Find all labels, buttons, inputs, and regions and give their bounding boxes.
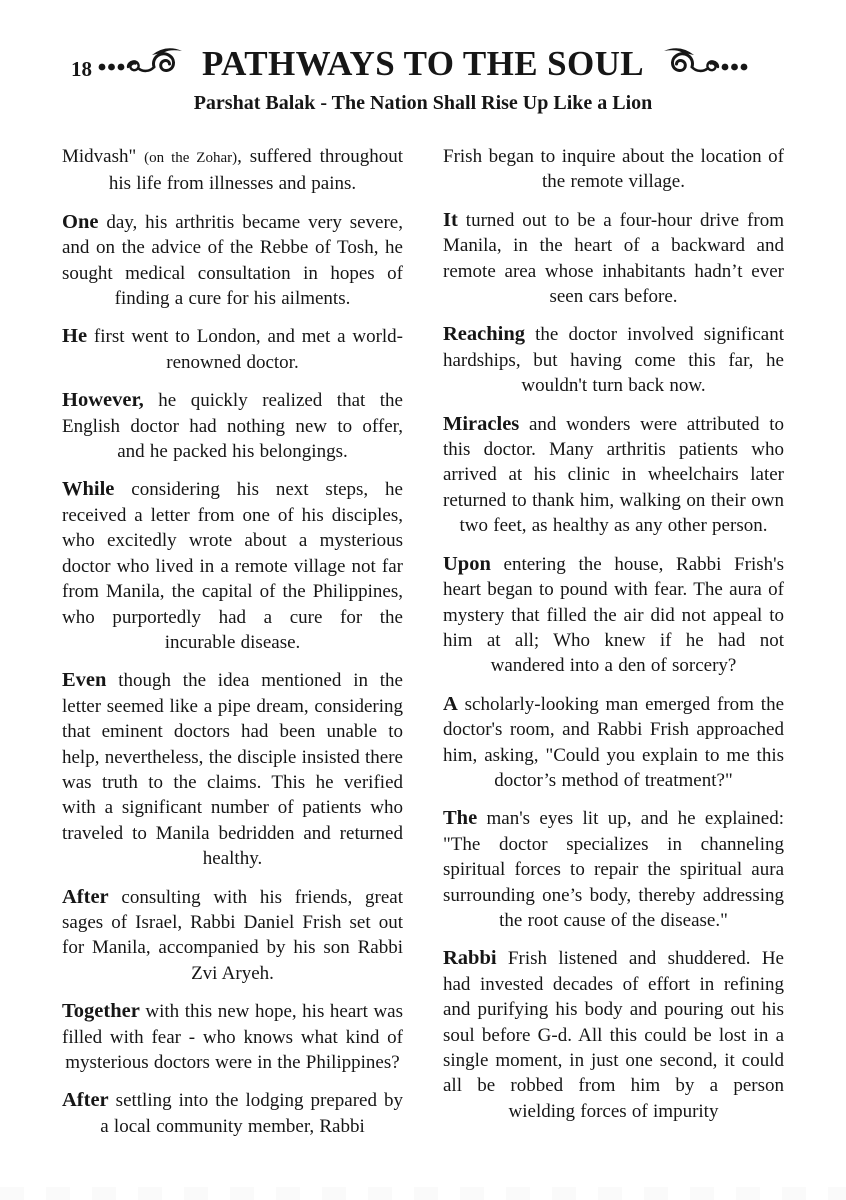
page-number: 18 [71,57,92,81]
flourish-right-icon [650,42,750,85]
page-title: PATHWAYS TO THE SOUL [201,43,645,83]
text-segment: While [62,478,115,501]
paragraph [62,324,403,375]
title-row [0,42,846,85]
paragraph [443,692,784,794]
text-segment: Frish began to inquire about the location of the remote village. [443,146,784,193]
text-segment: , suffered throughout his life from illnesses and pains. [108,146,403,195]
text-segment: Reaching [443,323,525,346]
scan-noise-strip [0,1187,846,1200]
text-segment: After [62,885,109,908]
text-segment: turned out to be a four-hour drive from Manila, in the heart of a backward and remote area whose inhabitants hadn’t ever seen cars before. [443,209,784,308]
text-segment: scholarly-looking man emerged from the doctor's room, and Rabbi Frish approached him, asking, "Could you explain to me this doctor’s method of treatment?" [443,693,784,791]
left-column [62,144,403,1152]
text-segment: Frish listened and shuddered. He had invested decades of effort in refining and purifying his body and pouring out his soul before G-d. All this could be lost in a single moment, in just one second, it could all be robbed from him by a person wielding forces of impurity [443,948,784,1122]
flourish-left-icon [96,42,196,85]
text-segment: first went to London, and met a world-renowned doctor. [87,326,403,373]
text-segment: However, [62,389,144,412]
paragraph [443,144,784,195]
right-column [443,144,784,1152]
text-segment: day, his arthritis became very severe, and on the advice of the Rebbe of Tosh, he sought medical consultation in hopes of finding a cure for his ailments. [62,211,403,310]
text-segment: The [443,807,478,830]
text-segment: consulting with his friends, great sages of Israel, Rabbi Daniel Frish set out for Manila, accompanied by his son Rabbi Zvi Aryeh. [62,886,403,984]
text-segment: A [443,692,458,715]
paragraph [62,388,403,464]
paragraph [62,885,403,987]
paragraph [62,210,403,312]
text-segment: and wonders were attributed to this doctor. Many arthritis patients who arrived at his clinic in wheelchairs later returned to thank him, walking on their own two feet, as healthy as any other person. [443,413,784,537]
paragraph [62,1088,403,1139]
text-segment: though the idea mentioned in the letter seemed like a pipe dream, considering that eminent doctors had been unable to help, nevertheless, the disciple insisted there was truth to the claims. This he verified with a significant number of patients who traveled to Manila bedridden and returned healthy. [62,670,403,870]
paragraph [62,144,403,197]
text-segment: considering his next steps, he received a letter from one of his disciples, who excitedly wrote about a mysterious doctor who lived in a remote village not far from Manila, the capital of the Philippines, who purportedly had a cure for the incurable disease. [62,479,403,653]
text-segment: he quickly realized that the English doctor had nothing new to offer, and he packed his belongings. [62,390,403,463]
text-segment: He [62,325,88,348]
text-segment: man's eyes lit up, and he explained: "The doctor specializes in channeling spiritual forces to repair the spiritual aura surrounding one’s body, thereby addressing the root cause of the disease." [443,808,784,931]
paragraph [443,412,784,539]
text-segment: Upon [443,552,491,575]
text-segment: Miracles [443,412,520,435]
text-segment: entering the house, Rabbi Frish's heart began to pound with fear. The aura of mystery that filled the air did not appeal to him at all; Who knew if he had not wandered into a den of sorcery? [443,553,784,677]
paragraph [62,668,403,871]
text-segment: with this new hope, his heart was filled with fear - who knows what kind of mysterious doctors were in the Philippines? [62,1001,403,1073]
text-segment: Even [62,669,107,692]
text-segment: the doctor involved significant hardships, but having come this far, he wouldn't turn back now. [443,324,784,397]
paragraph [443,208,784,310]
text-columns [0,144,846,1152]
text-segment: It [443,208,458,231]
text-segment: After [62,1089,109,1112]
paragraph [443,806,784,933]
paragraph [443,322,784,398]
text-segment: Midvash" [62,146,145,167]
page-subtitle: Parshat Balak - The Nation Shall Rise Up Like a Lion [193,92,653,114]
paragraph [62,477,403,655]
text-segment: Together [62,1000,140,1023]
text-segment: Rabbi [443,947,497,970]
paragraph [62,999,403,1075]
paragraph [443,946,784,1124]
page-header [0,0,846,115]
text-segment: One [62,210,99,233]
paragraph [443,552,784,679]
text-segment: settling into the lodging prepared by a local community member, Rabbi [100,1090,403,1137]
text-segment: (on the Zohar) [144,150,238,166]
